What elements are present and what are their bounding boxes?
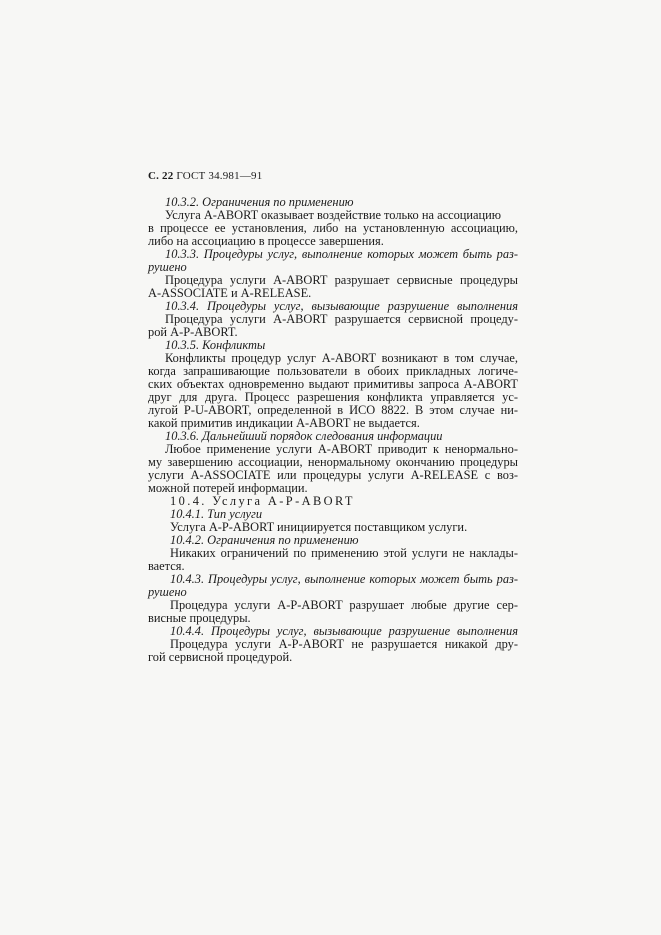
paragraph-line: Процедура услуги A-P-ABORT не разрушается никакой дру- [170,637,518,651]
paragraph-line: Процедура услуги A-P-ABORT разрушает любые другие сер- [170,598,518,612]
paragraph-line: Процедура услуги A-ABORT разрушает сервисные процедуры [165,273,518,287]
section-heading-10-4-3-cont: рушено [148,585,187,599]
paragraph-line: гой сервисной процедурой. [148,650,293,664]
section-heading-10-3-2: 10.3.2. Ограничения по применению [165,195,354,209]
paragraph-line: Конфликты процедур услуг A-ABORT возникают в том случае, [165,351,518,365]
paragraph-line: можной потерей информации. [148,481,308,495]
section-heading-10-4-3: 10.4.3. Процедуры услуг, выполнение которых может быть раз- [170,572,518,586]
paragraph-line: ских объектах одновременно выдают примитивы запроса A-ABORT [148,377,518,391]
paragraph-line: когда запрашивающие пользователи в обоих прикладных логиче- [148,364,518,378]
paragraph-line: Никаких ограничений по применению этой услуги не наклады- [170,546,518,560]
section-heading-10-4-1: 10.4.1. Тип услуги [170,507,263,521]
paragraph-line: му завершению ассоциации, ненормальному окончанию процедуры [148,455,518,469]
paragraph-line: друг для друга. Процесс разрешения конфликта управляется ус- [148,390,518,404]
paragraph-line: лугой P-U-ABORT, определенной в ИСО 8822. В этом случае ни- [148,403,518,417]
section-heading-10-4-2: 10.4.2. Ограничения по применению [170,533,359,547]
section-heading-10-3-4: 10.3.4. Процедуры услуг, вызывающие разрушение выполнения [165,299,518,313]
section-heading-10-4: 10.4. Услуга A-P-ABORT [170,494,355,508]
paragraph-line: какой примитив индикации A-ABORT не выдается. [148,416,420,430]
paragraph-line: либо на ассоциацию в процессе завершения. [148,234,384,248]
section-heading-10-4-4: 10.4.4. Процедуры услуг, вызывающие разрушение выполнения [170,624,518,638]
standard-code: ГОСТ 34.981—91 [176,170,263,182]
paragraph-line: в процессе ее установления, либо на установленную ассоциацию, [148,221,518,235]
paragraph-line: Услуга A-ABORT оказывает воздействие только на ассоциацию [165,208,502,222]
section-heading-10-3-3: 10.3.3. Процедуры услуг, выполнение которых может быть раз- [165,247,518,261]
page-header [148,170,262,182]
section-heading-10-3-6: 10.3.6. Дальнейший порядок следования информации [165,429,443,443]
section-heading-10-3-3-cont: рушено [148,260,187,274]
paragraph-line: Любое применение услуги A-ABORT приводит к ненормально- [165,442,518,456]
paragraph-line: Услуга A-P-ABORT инициируется поставщиком услуги. [170,520,468,534]
page-number: С. 22 [148,170,174,182]
paragraph-line: Процедура услуги A-ABORT разрушается сервисной процеду- [165,312,518,326]
section-heading-10-3-5: 10.3.5. Конфликты [165,338,266,352]
paragraph-line: рой A-P-ABORT. [148,325,238,339]
paragraph-line: услуги A-ASSOCIATE или процедуры услуги A-RELEASE с воз- [148,468,518,482]
paragraph-line: вается. [148,559,185,573]
paragraph-line: висные процедуры. [148,611,251,625]
paragraph-line: A-ASSOCIATE и A-RELEASE. [148,286,312,300]
